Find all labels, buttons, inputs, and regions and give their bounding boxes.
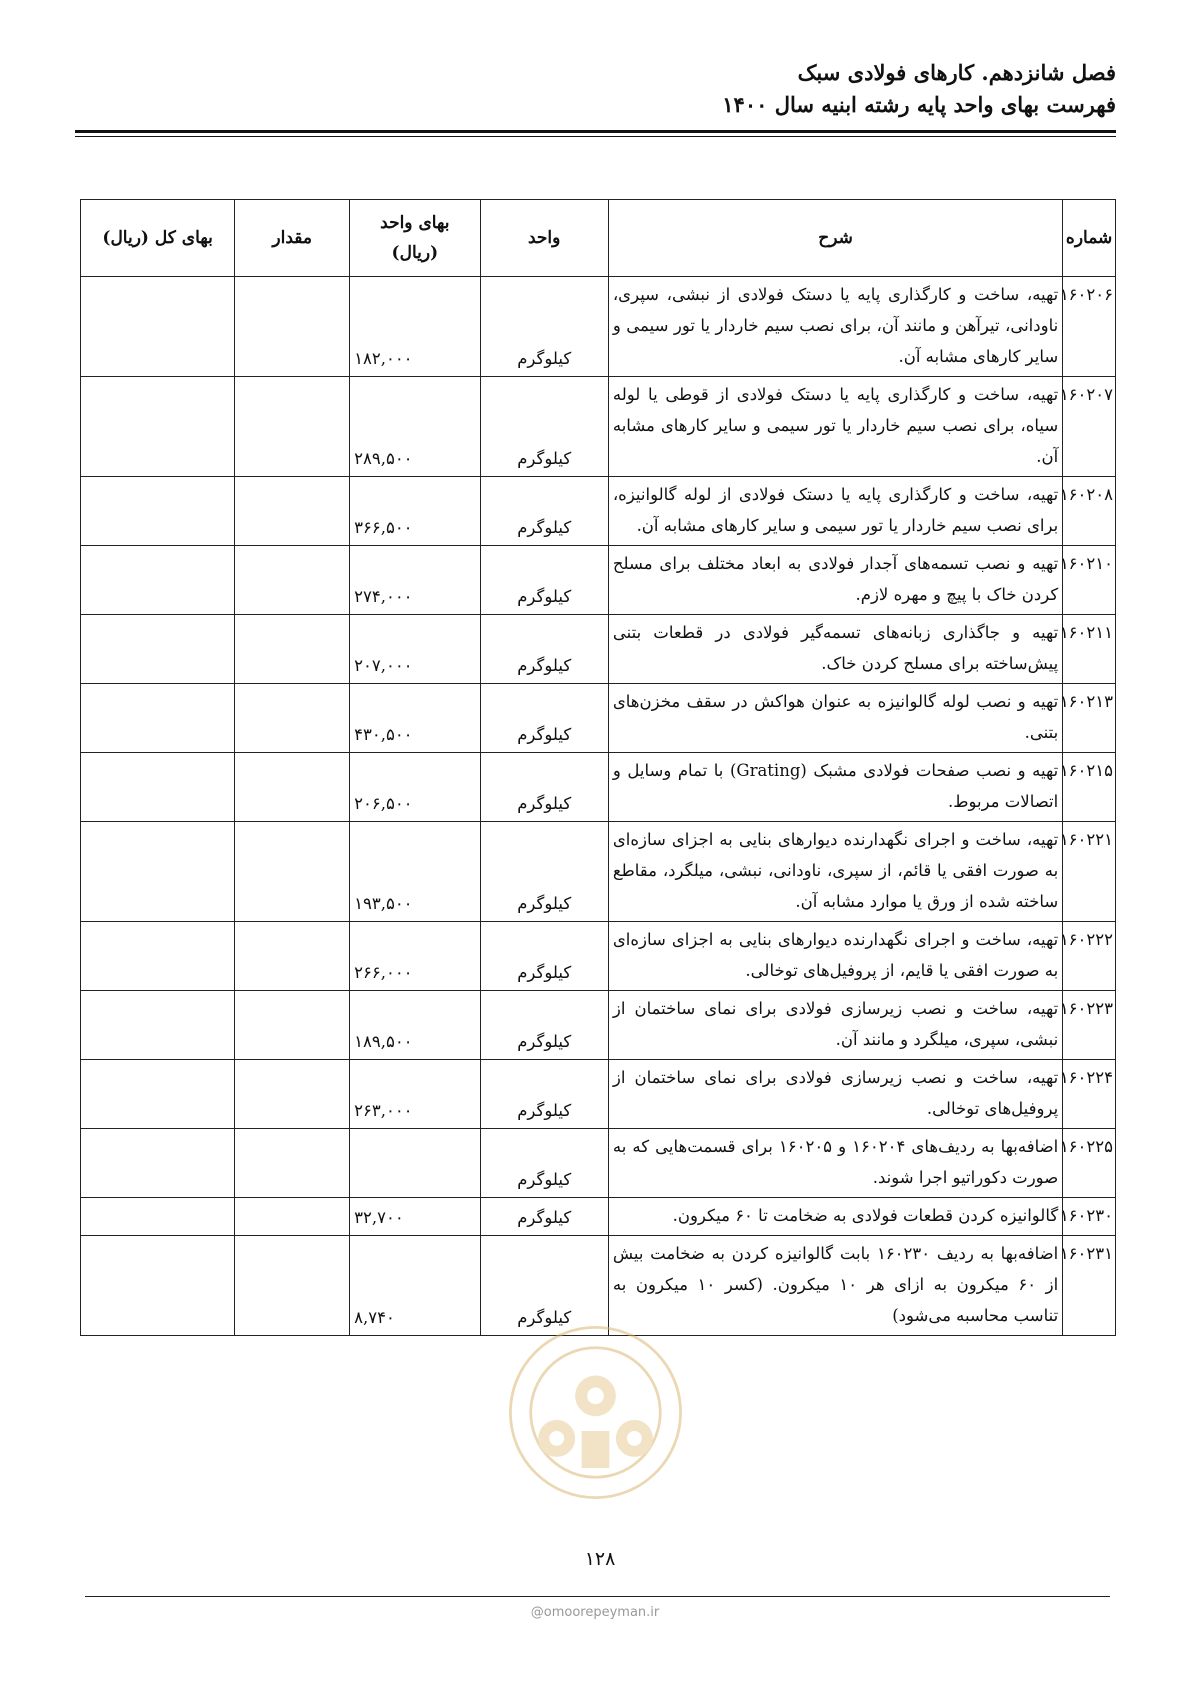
row-total-price [81, 377, 235, 477]
row-description: اضافه‌بها به ردیف ۱۶۰۲۳۰ بابت گالوانیزه کردن به ضخامت بیش از ۶۰ میکرون به ازای هر ۱۰ میکرون. (کسر ۱۰ میکرون به تناسب محاسبه می‌شود) [608, 1236, 1062, 1336]
price-list-table [80, 199, 1116, 1336]
table-row [81, 615, 1116, 684]
row-description: تهیه، ساخت و اجرای نگهدارنده دیوارهای بنایی به اجزای سازه‌ای به صورت افقی یا قائم، از سپری، ناودانی، نبشی، میلگرد، مقاطع ساخته شده از ورق یا موارد مشابه آن. [608, 822, 1062, 922]
row-total-price [81, 546, 235, 615]
row-quantity [235, 546, 350, 615]
row-code: ۱۶۰۲۱۵ [1063, 753, 1116, 822]
footer-website: @omoorepeyman.ir [530, 1605, 660, 1620]
row-quantity [235, 477, 350, 546]
row-code: ۱۶۰۲۰۸ [1063, 477, 1116, 546]
row-unit-price: ۱۸۹,۵۰۰ [350, 991, 480, 1060]
row-description: تهیه، ساخت و نصب زیرسازی فولادی برای نمای ساختمان از نبشی، سپری، میلگرد و مانند آن. [608, 991, 1062, 1060]
row-code: ۱۶۰۲۲۳ [1063, 991, 1116, 1060]
row-unit-price: ۸,۷۴۰ [350, 1236, 480, 1336]
row-quantity [235, 1060, 350, 1129]
header-rule-thin [75, 136, 1116, 137]
row-unit: کیلوگرم [480, 991, 608, 1060]
row-total-price [81, 1129, 235, 1198]
table-row [81, 477, 1116, 546]
table-row [81, 377, 1116, 477]
row-code: ۱۶۰۲۲۱ [1063, 822, 1116, 922]
table-row [81, 277, 1116, 377]
header-rule-thick [75, 130, 1116, 133]
column-header-total-price: بهای کل (ریال) [81, 200, 235, 277]
row-quantity [235, 753, 350, 822]
row-unit: کیلوگرم [480, 377, 608, 477]
row-total-price [81, 1198, 235, 1236]
page-number: ۱۲۸ [584, 1548, 616, 1570]
row-description: تهیه، ساخت و کارگذاری پایه یا دستک فولادی از لوله گالوانیزه، برای نصب سیم خاردار یا تور سیمی و سایر کارهای مشابه آن. [608, 477, 1062, 546]
row-quantity [235, 1198, 350, 1236]
row-total-price [81, 991, 235, 1060]
row-description: تهیه، ساخت و کارگذاری پایه یا دستک فولادی از قوطی یا لوله سیاه، برای نصب سیم خاردار یا تور سیمی و سایر کارهای مشابه آن. [608, 377, 1062, 477]
row-code: ۱۶۰۲۲۴ [1063, 1060, 1116, 1129]
row-total-price [81, 822, 235, 922]
row-code: ۱۶۰۲۳۰ [1063, 1198, 1116, 1236]
table-row [81, 1060, 1116, 1129]
row-total-price [81, 277, 235, 377]
table-row [81, 822, 1116, 922]
table-row [81, 1129, 1116, 1198]
row-unit-price: ۱۹۳,۵۰۰ [350, 822, 480, 922]
row-code: ۱۶۰۲۰۶ [1063, 277, 1116, 377]
row-description: تهیه و نصب لوله گالوانیزه به عنوان هواکش در سقف مخزن‌های بتنی. [608, 684, 1062, 753]
row-unit: کیلوگرم [480, 822, 608, 922]
row-quantity [235, 615, 350, 684]
row-unit: کیلوگرم [480, 1236, 608, 1336]
row-quantity [235, 277, 350, 377]
row-unit: کیلوگرم [480, 753, 608, 822]
unit-price-header-text: بهای واحد (ریال) [380, 213, 450, 263]
row-quantity [235, 1236, 350, 1336]
row-total-price [81, 1236, 235, 1336]
row-unit-price: ۲۰۶,۵۰۰ [350, 753, 480, 822]
table-row [81, 1198, 1116, 1236]
table-row [81, 991, 1116, 1060]
row-description: تهیه، ساخت و اجرای نگهدارنده دیوارهای بنایی به اجزای سازه‌ای به صورت افقی یا قایم، از پروفیل‌های توخالی. [608, 922, 1062, 991]
row-code: ۱۶۰۲۰۷ [1063, 377, 1116, 477]
table-header-row [81, 200, 1116, 277]
row-unit-price: ۱۸۲,۰۰۰ [350, 277, 480, 377]
column-header-unit-price [350, 200, 480, 277]
row-code: ۱۶۰۲۱۳ [1063, 684, 1116, 753]
row-unit-price [350, 1129, 480, 1198]
row-unit: کیلوگرم [480, 477, 608, 546]
row-description: تهیه، ساخت و کارگذاری پایه یا دستک فولادی از نبشی، سپری، ناودانی، تیرآهن و مانند آن، برای نصب سیم خاردار یا تور سیمی و سایر کارهای مشابه آن. [608, 277, 1062, 377]
row-quantity [235, 922, 350, 991]
row-unit-price: ۲۶۶,۰۰۰ [350, 922, 480, 991]
row-quantity [235, 377, 350, 477]
row-total-price [81, 1060, 235, 1129]
row-description: تهیه و نصب تسمه‌های آجدار فولادی به ابعاد مختلف برای مسلح کردن خاک با پیچ و مهره لازم. [608, 546, 1062, 615]
table-row [81, 684, 1116, 753]
row-description: تهیه، ساخت و نصب زیرسازی فولادی برای نمای ساختمان از پروفیل‌های توخالی. [608, 1060, 1062, 1129]
row-total-price [81, 477, 235, 546]
row-unit-price: ۲۶۳,۰۰۰ [350, 1060, 480, 1129]
row-code: ۱۶۰۲۲۲ [1063, 922, 1116, 991]
row-total-price [81, 684, 235, 753]
book-title: فهرست بهای واحد پایه رشته ابنیه سال ۱۴۰۰ [722, 92, 1116, 117]
gear-seal-logo-icon [503, 1320, 688, 1505]
row-total-price [81, 615, 235, 684]
row-quantity [235, 991, 350, 1060]
row-unit-price: ۳۲,۷۰۰ [350, 1198, 480, 1236]
row-unit: کیلوگرم [480, 1129, 608, 1198]
row-unit: کیلوگرم [480, 1060, 608, 1129]
chapter-title: فصل شانزدهم. کارهای فولادی سبک [797, 60, 1116, 85]
footer-rule [85, 1596, 1110, 1597]
row-code: ۱۶۰۲۲۵ [1063, 1129, 1116, 1198]
row-unit-price: ۴۳۰,۵۰۰ [350, 684, 480, 753]
row-code: ۱۶۰۲۱۱ [1063, 615, 1116, 684]
row-description: گالوانیزه کردن قطعات فولادی به ضخامت تا ۶۰ میکرون. [608, 1198, 1062, 1236]
row-unit: کیلوگرم [480, 1198, 608, 1236]
row-total-price [81, 753, 235, 822]
row-unit: کیلوگرم [480, 546, 608, 615]
column-header-code: شماره [1063, 200, 1116, 277]
table-row [81, 546, 1116, 615]
row-code: ۱۶۰۲۱۰ [1063, 546, 1116, 615]
column-header-description: شرح [608, 200, 1062, 277]
row-unit-price: ۲۰۷,۰۰۰ [350, 615, 480, 684]
row-unit: کیلوگرم [480, 922, 608, 991]
row-quantity [235, 1129, 350, 1198]
table-row [81, 753, 1116, 822]
row-unit-price: ۲۷۴,۰۰۰ [350, 546, 480, 615]
row-quantity [235, 684, 350, 753]
row-unit: کیلوگرم [480, 615, 608, 684]
page-header [76, 58, 1116, 120]
column-header-unit: واحد [480, 200, 608, 277]
row-total-price [81, 922, 235, 991]
row-description: تهیه و نصب صفحات فولادی مشبک (Grating) با تمام وسایل و اتصالات مربوط. [608, 753, 1062, 822]
table-row [81, 922, 1116, 991]
row-code: ۱۶۰۲۳۱ [1063, 1236, 1116, 1336]
row-quantity [235, 822, 350, 922]
row-unit: کیلوگرم [480, 684, 608, 753]
table-body [81, 277, 1116, 1336]
row-description: تهیه و جاگذاری زبانه‌های تسمه‌گیر فولادی در قطعات بتنی پیش‌ساخته برای مسلح کردن خاک. [608, 615, 1062, 684]
row-unit: کیلوگرم [480, 277, 608, 377]
row-unit-price: ۲۸۹,۵۰۰ [350, 377, 480, 477]
row-description: اضافه‌بها به ردیف‌های ۱۶۰۲۰۴ و ۱۶۰۲۰۵ برای قسمت‌هایی که به صورت دکوراتیو اجرا شوند. [608, 1129, 1062, 1198]
column-header-quantity: مقدار [235, 200, 350, 277]
row-unit-price: ۳۶۶,۵۰۰ [350, 477, 480, 546]
